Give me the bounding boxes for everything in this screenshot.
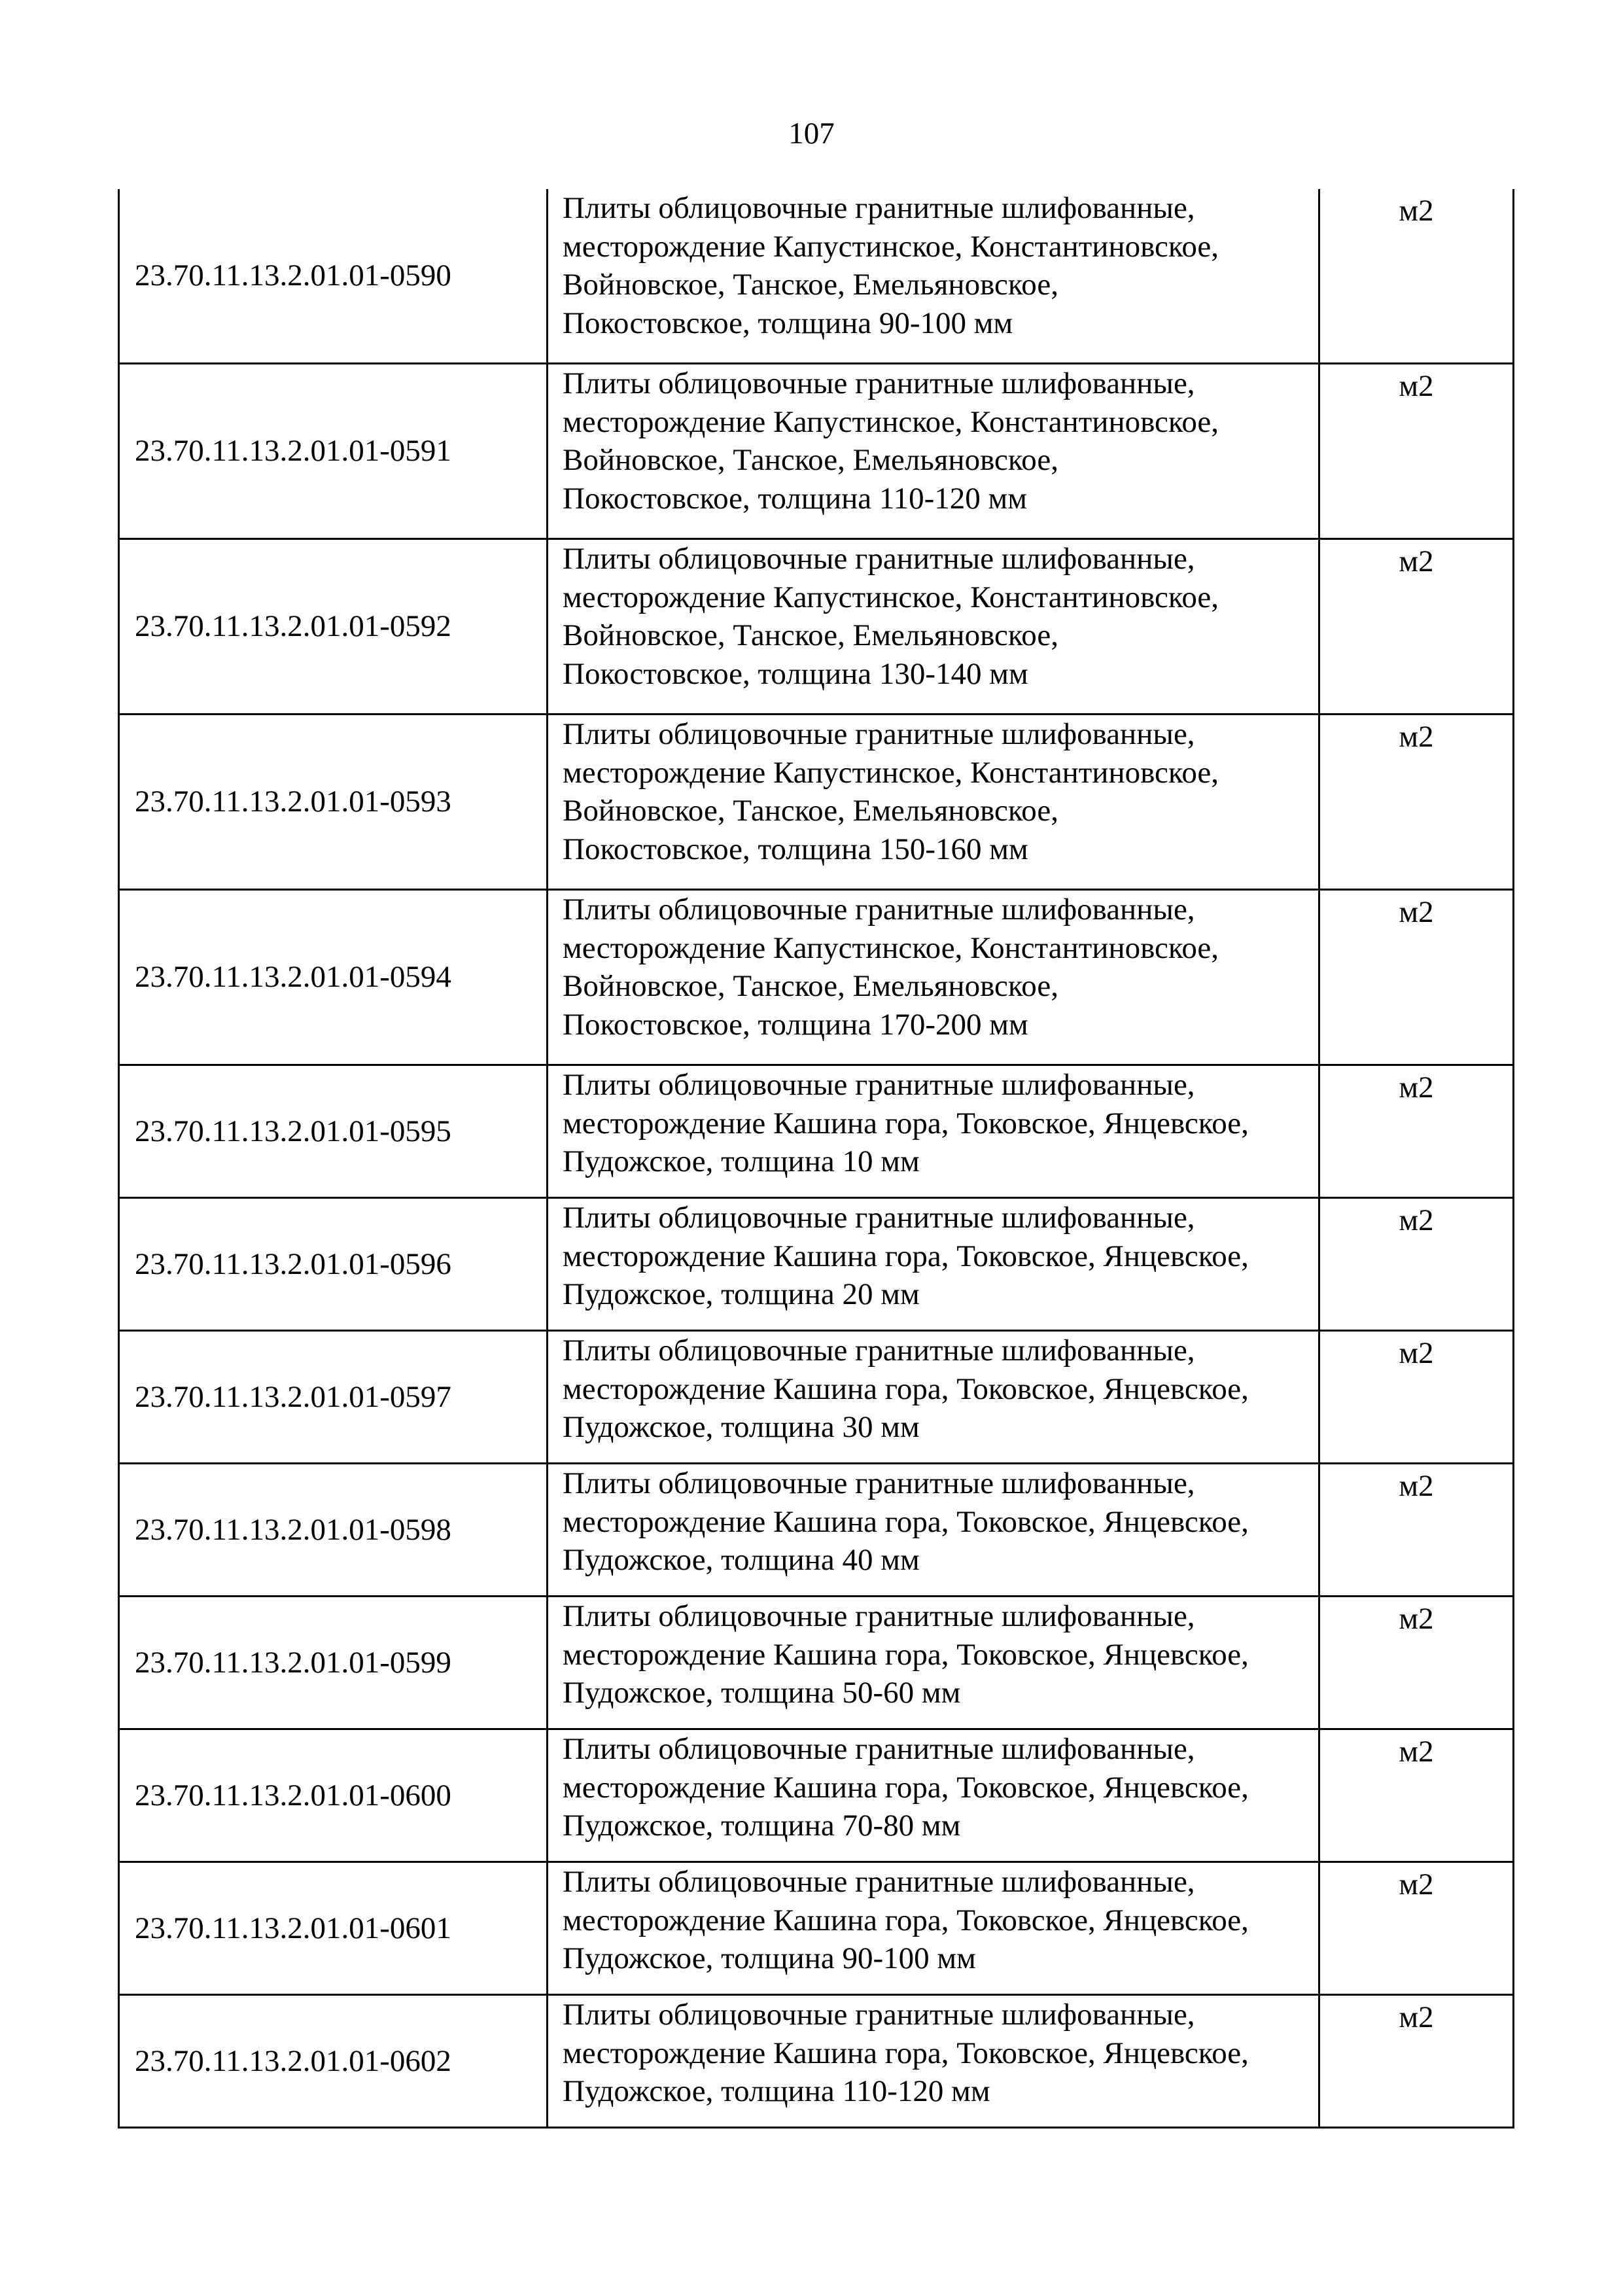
- resource-code: 23.70.11.13.2.01.01-0601: [119, 1862, 548, 1995]
- resource-name-line: Пудожское, толщина 110-120 мм: [563, 2074, 990, 2108]
- resource-name-line: Плиты облицовочные гранитные шлифованные,: [563, 1865, 1195, 1899]
- table-row: [119, 1862, 1514, 1995]
- table-row: [119, 539, 1514, 715]
- table-row: [119, 890, 1514, 1065]
- resource-name-line: Войновское, Танское, Емельяновское,: [563, 618, 1058, 652]
- resource-name-line: Пудожское, толщина 50-60 мм: [563, 1676, 961, 1710]
- resource-code: 23.70.11.13.2.01.01-0593: [119, 715, 548, 890]
- resource-name-line: Плиты облицовочные гранитные шлифованные,: [563, 542, 1195, 576]
- resource-name: [548, 1065, 1319, 1198]
- resource-name: [548, 1597, 1319, 1729]
- resource-name: [548, 1862, 1319, 1995]
- resource-unit: м2: [1319, 364, 1514, 539]
- resource-name-line: Пудожское, толщина 10 мм: [563, 1144, 920, 1178]
- table-row: [119, 1198, 1514, 1331]
- resource-code: 23.70.11.13.2.01.01-0595: [119, 1065, 548, 1198]
- resource-unit: м2: [1319, 1464, 1514, 1597]
- resource-name-line: Плиты облицовочные гранитные шлифованные,: [563, 1998, 1195, 2032]
- resource-name-line: месторождение Кашина гора, Токовское, Янцевское,: [563, 1637, 1249, 1672]
- resource-name-line: Войновское, Танское, Емельяновское,: [563, 969, 1058, 1003]
- resource-name: [548, 1198, 1319, 1331]
- resource-unit: м2: [1319, 1995, 1514, 2128]
- resource-name-line: Пудожское, толщина 20 мм: [563, 1277, 920, 1311]
- resource-name-line: Плиты облицовочные гранитные шлифованные,: [563, 717, 1195, 751]
- resource-name: [548, 1331, 1319, 1464]
- resource-unit: м2: [1319, 1198, 1514, 1331]
- resource-name: [548, 539, 1319, 715]
- resource-name-line: Покостовское, толщина 170-200 мм: [563, 1007, 1028, 1042]
- resource-name: [548, 890, 1319, 1065]
- resource-code: 23.70.11.13.2.01.01-0597: [119, 1331, 548, 1464]
- table-row: [119, 1597, 1514, 1729]
- table-row: [119, 1464, 1514, 1597]
- resource-code: 23.70.11.13.2.01.01-0599: [119, 1597, 548, 1729]
- resource-name-line: Пудожское, толщина 30 мм: [563, 1410, 920, 1444]
- resource-table-body: [119, 189, 1514, 2128]
- resource-name-line: месторождение Кашина гора, Токовское, Янцевское,: [563, 1106, 1249, 1140]
- resource-code: 23.70.11.13.2.01.01-0594: [119, 890, 548, 1065]
- resource-name-line: Плиты облицовочные гранитные шлифованные,: [563, 1466, 1195, 1500]
- resource-code: 23.70.11.13.2.01.01-0602: [119, 1995, 548, 2128]
- resource-name-line: Покостовское, толщина 90-100 мм: [563, 306, 1013, 340]
- resource-name: [548, 1995, 1319, 2128]
- resource-name-line: Пудожское, толщина 70-80 мм: [563, 1809, 961, 1843]
- table-row: [119, 715, 1514, 890]
- resource-name-line: Покостовское, толщина 130-140 мм: [563, 656, 1028, 691]
- resource-code: 23.70.11.13.2.01.01-0591: [119, 364, 548, 539]
- resource-name-line: Плиты облицовочные гранитные шлифованные,: [563, 1732, 1195, 1766]
- resource-name-line: Плиты облицовочные гранитные шлифованные,: [563, 366, 1195, 400]
- resource-code: 23.70.11.13.2.01.01-0600: [119, 1729, 548, 1862]
- resource-name: [548, 189, 1319, 364]
- resource-name-line: месторождение Кашина гора, Токовское, Янцевское,: [563, 2036, 1249, 2070]
- resource-code: 23.70.11.13.2.01.01-0592: [119, 539, 548, 715]
- resource-name-line: Войновское, Танское, Емельяновское,: [563, 443, 1058, 477]
- resource-name-line: месторождение Капустинское, Константиновское,: [563, 404, 1219, 439]
- resource-name-line: Плиты облицовочные гранитные шлифованные,: [563, 1599, 1195, 1633]
- table-row: [119, 1065, 1514, 1198]
- resource-name: [548, 364, 1319, 539]
- table-row: [119, 364, 1514, 539]
- resource-name-line: Плиты облицовочные гранитные шлифованные,: [563, 1068, 1195, 1102]
- resource-name-line: Войновское, Танское, Емельяновское,: [563, 794, 1058, 828]
- resource-unit: м2: [1319, 1729, 1514, 1862]
- page-number: 107: [788, 116, 835, 150]
- resource-name-line: Покостовское, толщина 150-160 мм: [563, 832, 1028, 866]
- resource-unit: м2: [1319, 1862, 1514, 1995]
- resource-name-line: месторождение Кашина гора, Токовское, Янцевское,: [563, 1371, 1249, 1406]
- table-row: [119, 1331, 1514, 1464]
- resource-unit: м2: [1319, 715, 1514, 890]
- resource-code: 23.70.11.13.2.01.01-0596: [119, 1198, 548, 1331]
- resource-unit: м2: [1319, 1065, 1514, 1198]
- resource-name-line: Покостовское, толщина 110-120 мм: [563, 481, 1028, 516]
- resource-name-line: месторождение Капустинское, Константиновское,: [563, 755, 1219, 790]
- resource-unit: м2: [1319, 1597, 1514, 1729]
- resource-name-line: Пудожское, толщина 40 мм: [563, 1543, 920, 1577]
- resource-name: [548, 1464, 1319, 1597]
- resource-unit: м2: [1319, 1331, 1514, 1464]
- resource-unit: м2: [1319, 890, 1514, 1065]
- resource-name-line: Плиты облицовочные гранитные шлифованные,: [563, 1201, 1195, 1235]
- resource-name-line: месторождение Капустинское, Константиновское,: [563, 580, 1219, 614]
- resource-name: [548, 1729, 1319, 1862]
- resource-name-line: месторождение Капустинское, Константиновское,: [563, 229, 1219, 264]
- resource-name: [548, 715, 1319, 890]
- resource-name-line: Плиты облицовочные гранитные шлифованные,: [563, 1333, 1195, 1368]
- resource-name-line: Пудожское, толщина 90-100 мм: [563, 1941, 976, 1975]
- resource-code: 23.70.11.13.2.01.01-0598: [119, 1464, 548, 1597]
- resource-unit: м2: [1319, 539, 1514, 715]
- table-row: [119, 1995, 1514, 2128]
- resource-name-line: Войновское, Танское, Емельяновское,: [563, 268, 1058, 302]
- resource-name-line: месторождение Капустинское, Константиновское,: [563, 930, 1219, 965]
- table-row: [119, 1729, 1514, 1862]
- table-row: [119, 189, 1514, 364]
- resource-name-line: месторождение Кашина гора, Токовское, Янцевское,: [563, 1903, 1249, 1937]
- resource-name-line: месторождение Кашина гора, Токовское, Янцевское,: [563, 1770, 1249, 1805]
- resource-name-line: месторождение Кашина гора, Токовское, Янцевское,: [563, 1239, 1249, 1273]
- resource-name-line: Плиты облицовочные гранитные шлифованные,: [563, 191, 1195, 225]
- resource-table: [118, 189, 1514, 2128]
- resource-name-line: месторождение Кашина гора, Токовское, Янцевское,: [563, 1504, 1249, 1539]
- resource-code: 23.70.11.13.2.01.01-0590: [119, 189, 548, 364]
- resource-name-line: Плиты облицовочные гранитные шлифованные,: [563, 892, 1195, 927]
- resource-unit: м2: [1319, 189, 1514, 364]
